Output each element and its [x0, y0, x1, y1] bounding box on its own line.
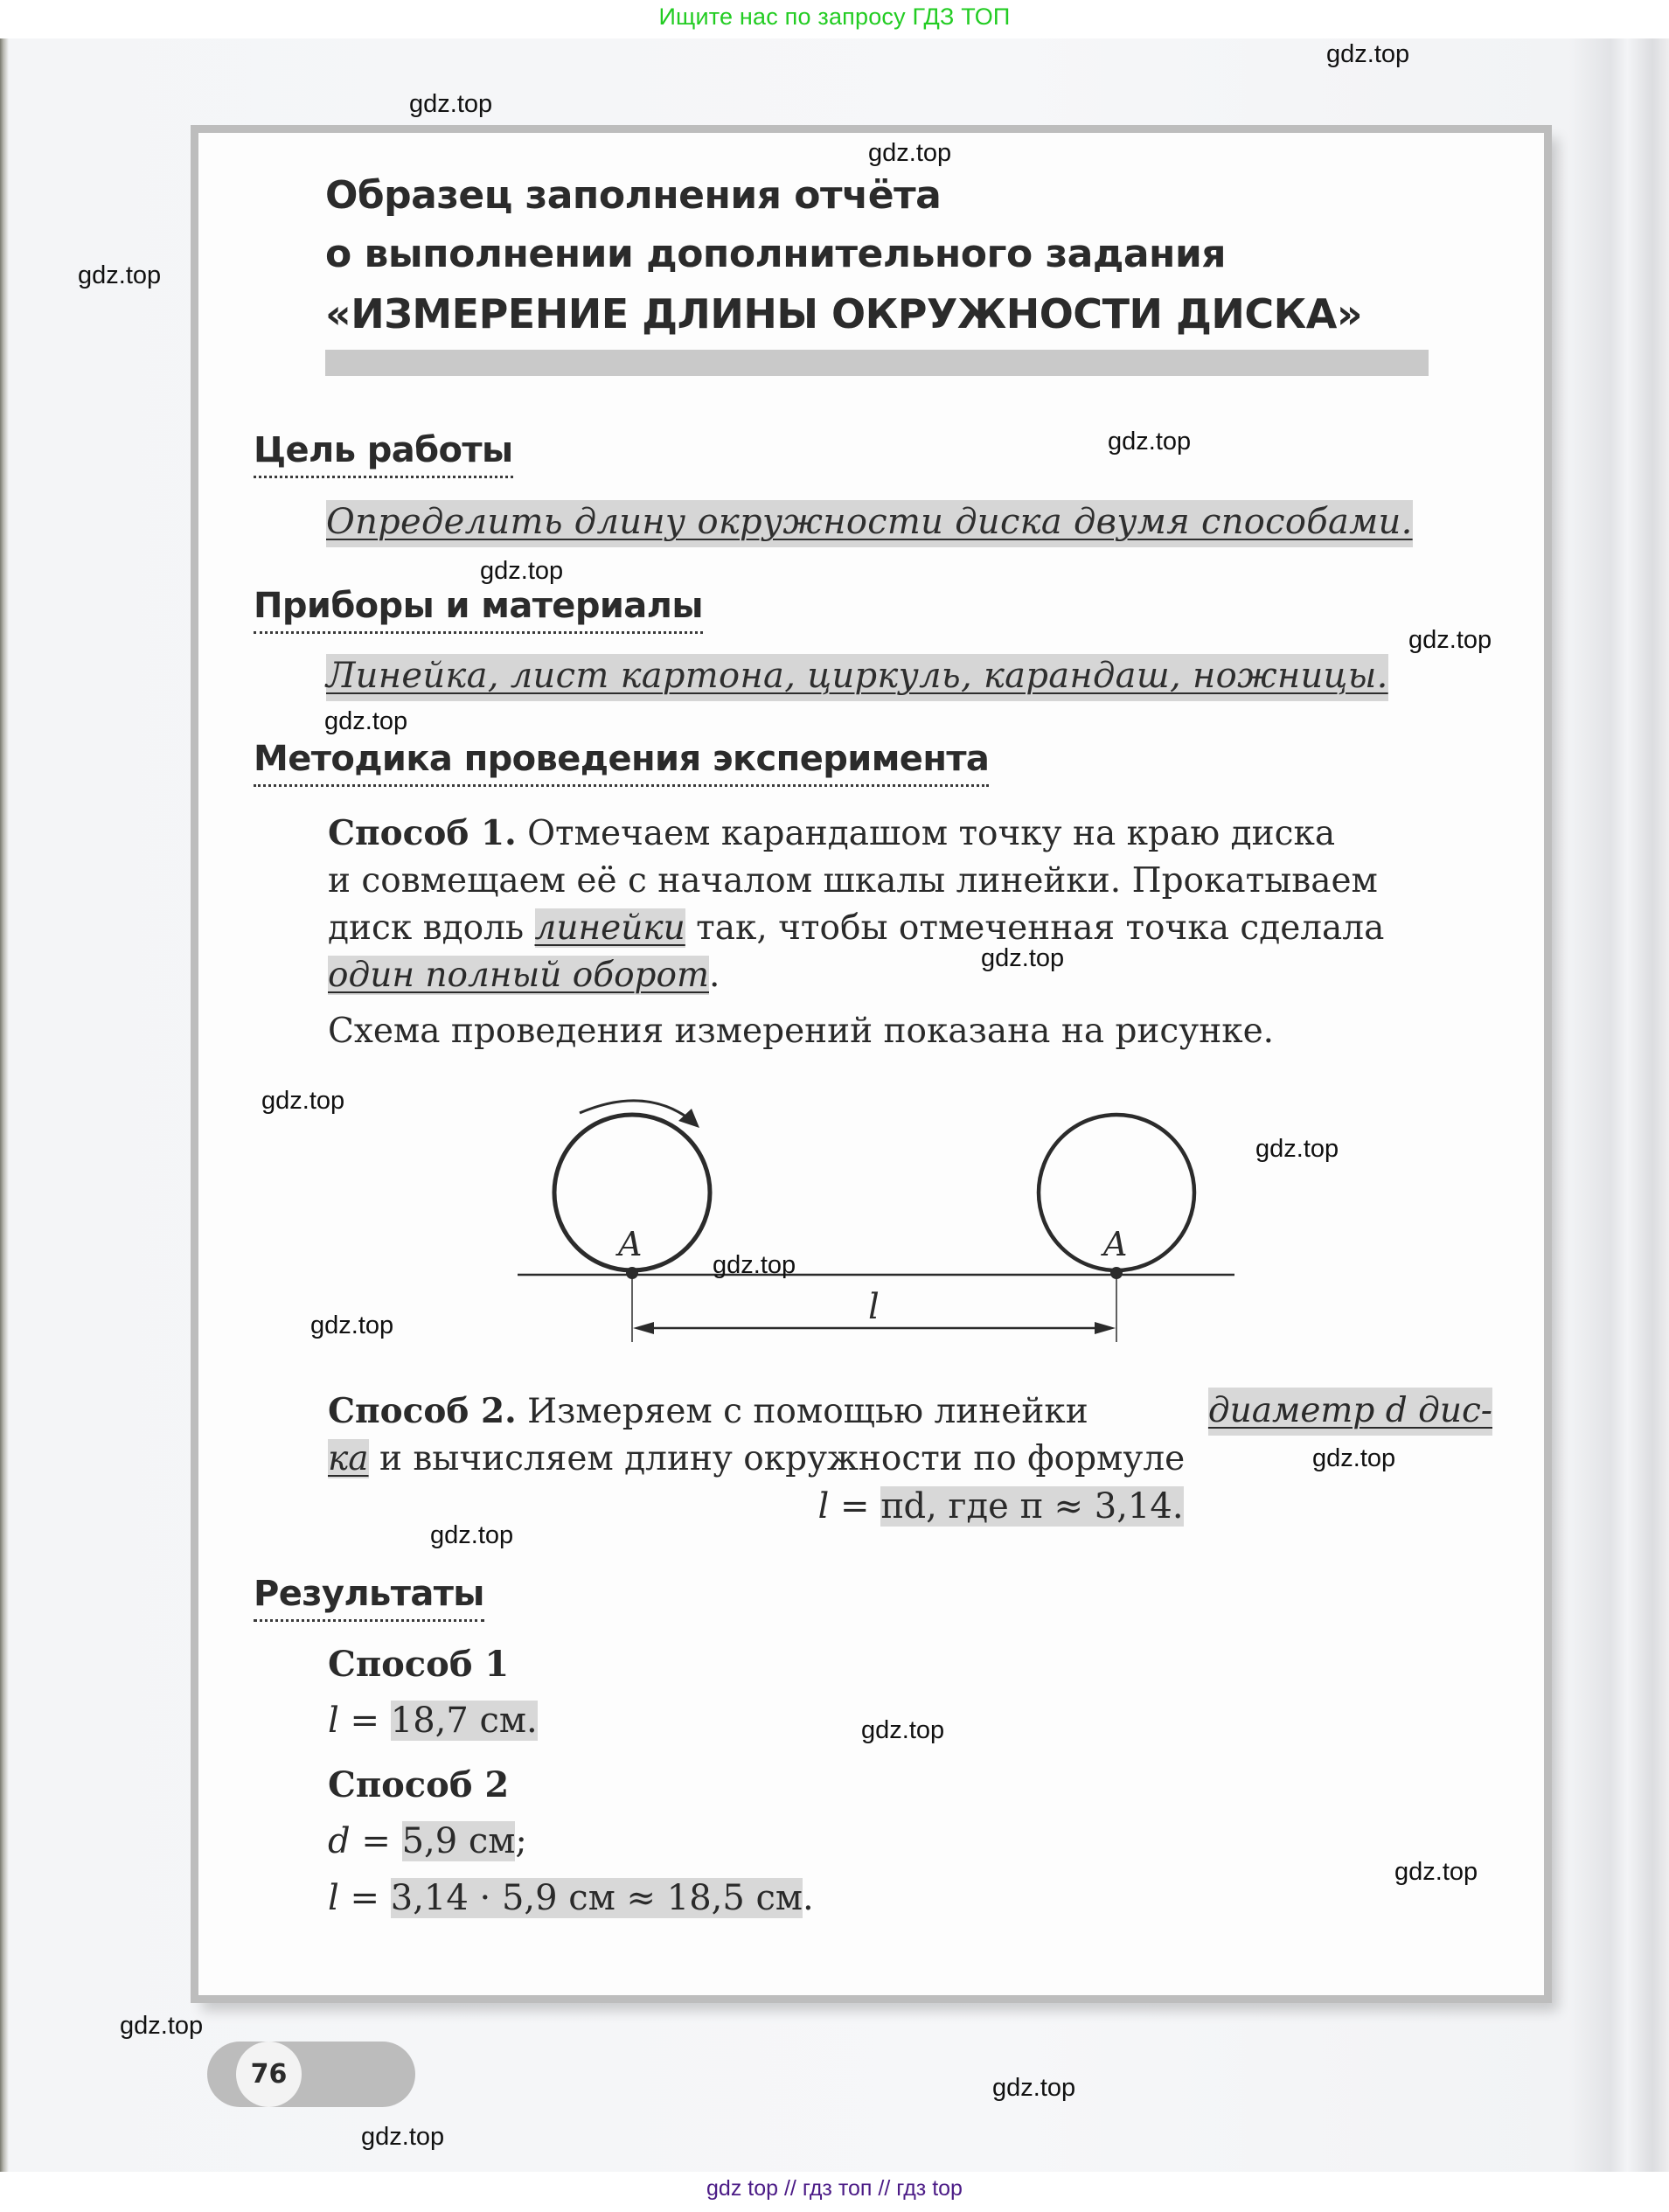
- watermark-link[interactable]: gdz.top: [868, 139, 952, 167]
- watermark-link[interactable]: gdz.top: [1108, 428, 1192, 456]
- page-number: 76: [236, 2042, 302, 2107]
- watermark-link[interactable]: gdz.top: [713, 1251, 796, 1279]
- results-way1-value-line: l = 18,7 см.: [328, 1701, 538, 1741]
- watermark-link[interactable]: gdz.top: [981, 944, 1065, 972]
- watermark-link[interactable]: gdz.top: [1255, 1135, 1339, 1163]
- watermark-link[interactable]: gdz.top: [78, 261, 162, 289]
- distance-label: l: [868, 1287, 880, 1327]
- result-d-way2: 5,9 см: [401, 1821, 516, 1861]
- fill-in-diameter: диаметр d дис-: [1208, 1388, 1492, 1436]
- way1-label: Способ 1.: [328, 813, 517, 853]
- title-line-2: о выполнении дополнительного задания: [325, 232, 1227, 276]
- watermark-link[interactable]: gdz.top: [261, 1087, 345, 1115]
- top-search-banner[interactable]: Ищите нас по запросу ГДЗ ТОП: [658, 3, 1011, 30]
- watermark-link[interactable]: gdz.top: [1326, 40, 1410, 68]
- way2-label: Способ 2.: [328, 1391, 517, 1431]
- goal-answer: Определить длину окружности диска двумя способами.: [326, 500, 1413, 547]
- watermark-link[interactable]: gdz.top: [1408, 626, 1492, 654]
- watermark-link[interactable]: gdz.top: [409, 90, 493, 118]
- fill-in-disk-suffix: ка: [328, 1439, 369, 1478]
- results-heading: Результаты: [254, 1574, 484, 1622]
- point-label-a-start: A: [618, 1225, 643, 1263]
- way1-line-3: диск вдоль линейки так, чтобы отмеченная точка сделала: [328, 908, 1385, 948]
- watermark-link[interactable]: gdz.top: [120, 2012, 204, 2040]
- watermark-link[interactable]: gdz.top: [310, 1311, 394, 1339]
- scheme-note: Схема проведения измерений показана на рисунке.: [328, 1012, 1275, 1051]
- way1-line-1: Способ 1. Отмечаем карандашом точку на краю диска: [328, 813, 1336, 853]
- method-heading: Методика проведения эксперимента: [254, 739, 989, 787]
- goal-heading: Цель работы: [254, 430, 513, 478]
- watermark-link[interactable]: gdz.top: [1394, 1858, 1478, 1886]
- result-l-way1: 18,7 см.: [390, 1701, 538, 1741]
- way1-line-2: и совмещаем её с началом шкалы линейки. Прокатываем: [328, 861, 1378, 901]
- way2-line-1: Способ 2. Измеряем с помощью линейки диаметр d дис-: [328, 1388, 1492, 1436]
- results-way1-label: Способ 1: [328, 1644, 510, 1685]
- circumference-formula: l = πd, где π ≈ 3,14.: [817, 1486, 1184, 1527]
- result-l-way2: 3,14 · 5,9 см ≈ 18,5 см: [390, 1878, 803, 1918]
- watermark-link[interactable]: gdz.top: [1312, 1444, 1396, 1472]
- way1-line-4: один полный оборот.: [328, 956, 720, 995]
- formula-fill: πd, где π ≈ 3,14.: [880, 1486, 1184, 1527]
- watermark-link[interactable]: gdz.top: [324, 707, 408, 735]
- fill-in-full-turn: один полный оборот: [328, 956, 709, 995]
- watermark-link[interactable]: gdz.top: [361, 2123, 445, 2151]
- way2-line-2: ка и вычисляем длину окружности по формуле: [328, 1439, 1186, 1478]
- results-way2-label: Способ 2: [328, 1764, 510, 1805]
- equipment-heading: Приборы и материалы: [254, 586, 703, 634]
- way1-paragraph: [328, 810, 1492, 1055]
- watermark-link[interactable]: gdz.top: [480, 557, 564, 585]
- results-way2-d-line: d = 5,9 см;: [328, 1821, 527, 1861]
- bottom-links-banner[interactable]: gdz top // гдз топ // гдз top: [706, 2176, 963, 2201]
- title-underline-bar: [325, 350, 1429, 376]
- title-line-1: Образец заполнения отчёта: [325, 173, 942, 218]
- watermark-link[interactable]: gdz.top: [992, 2074, 1076, 2102]
- fill-in-ruler: линейки: [534, 908, 685, 948]
- title-line-3: «ИЗМЕРЕНИЕ ДЛИНЫ ОКРУЖНОСТИ ДИСКА»: [325, 290, 1363, 337]
- watermark-link[interactable]: gdz.top: [430, 1521, 514, 1549]
- results-way2-l-line: l = 3,14 · 5,9 см ≈ 18,5 см.: [328, 1878, 814, 1918]
- point-label-a-end: A: [1103, 1225, 1128, 1263]
- watermark-link[interactable]: gdz.top: [861, 1716, 945, 1744]
- equipment-answer: Линейка, лист картона, циркуль, карандаш, ножницы.: [326, 654, 1388, 701]
- disk-rolling-diagram: [490, 1084, 1259, 1346]
